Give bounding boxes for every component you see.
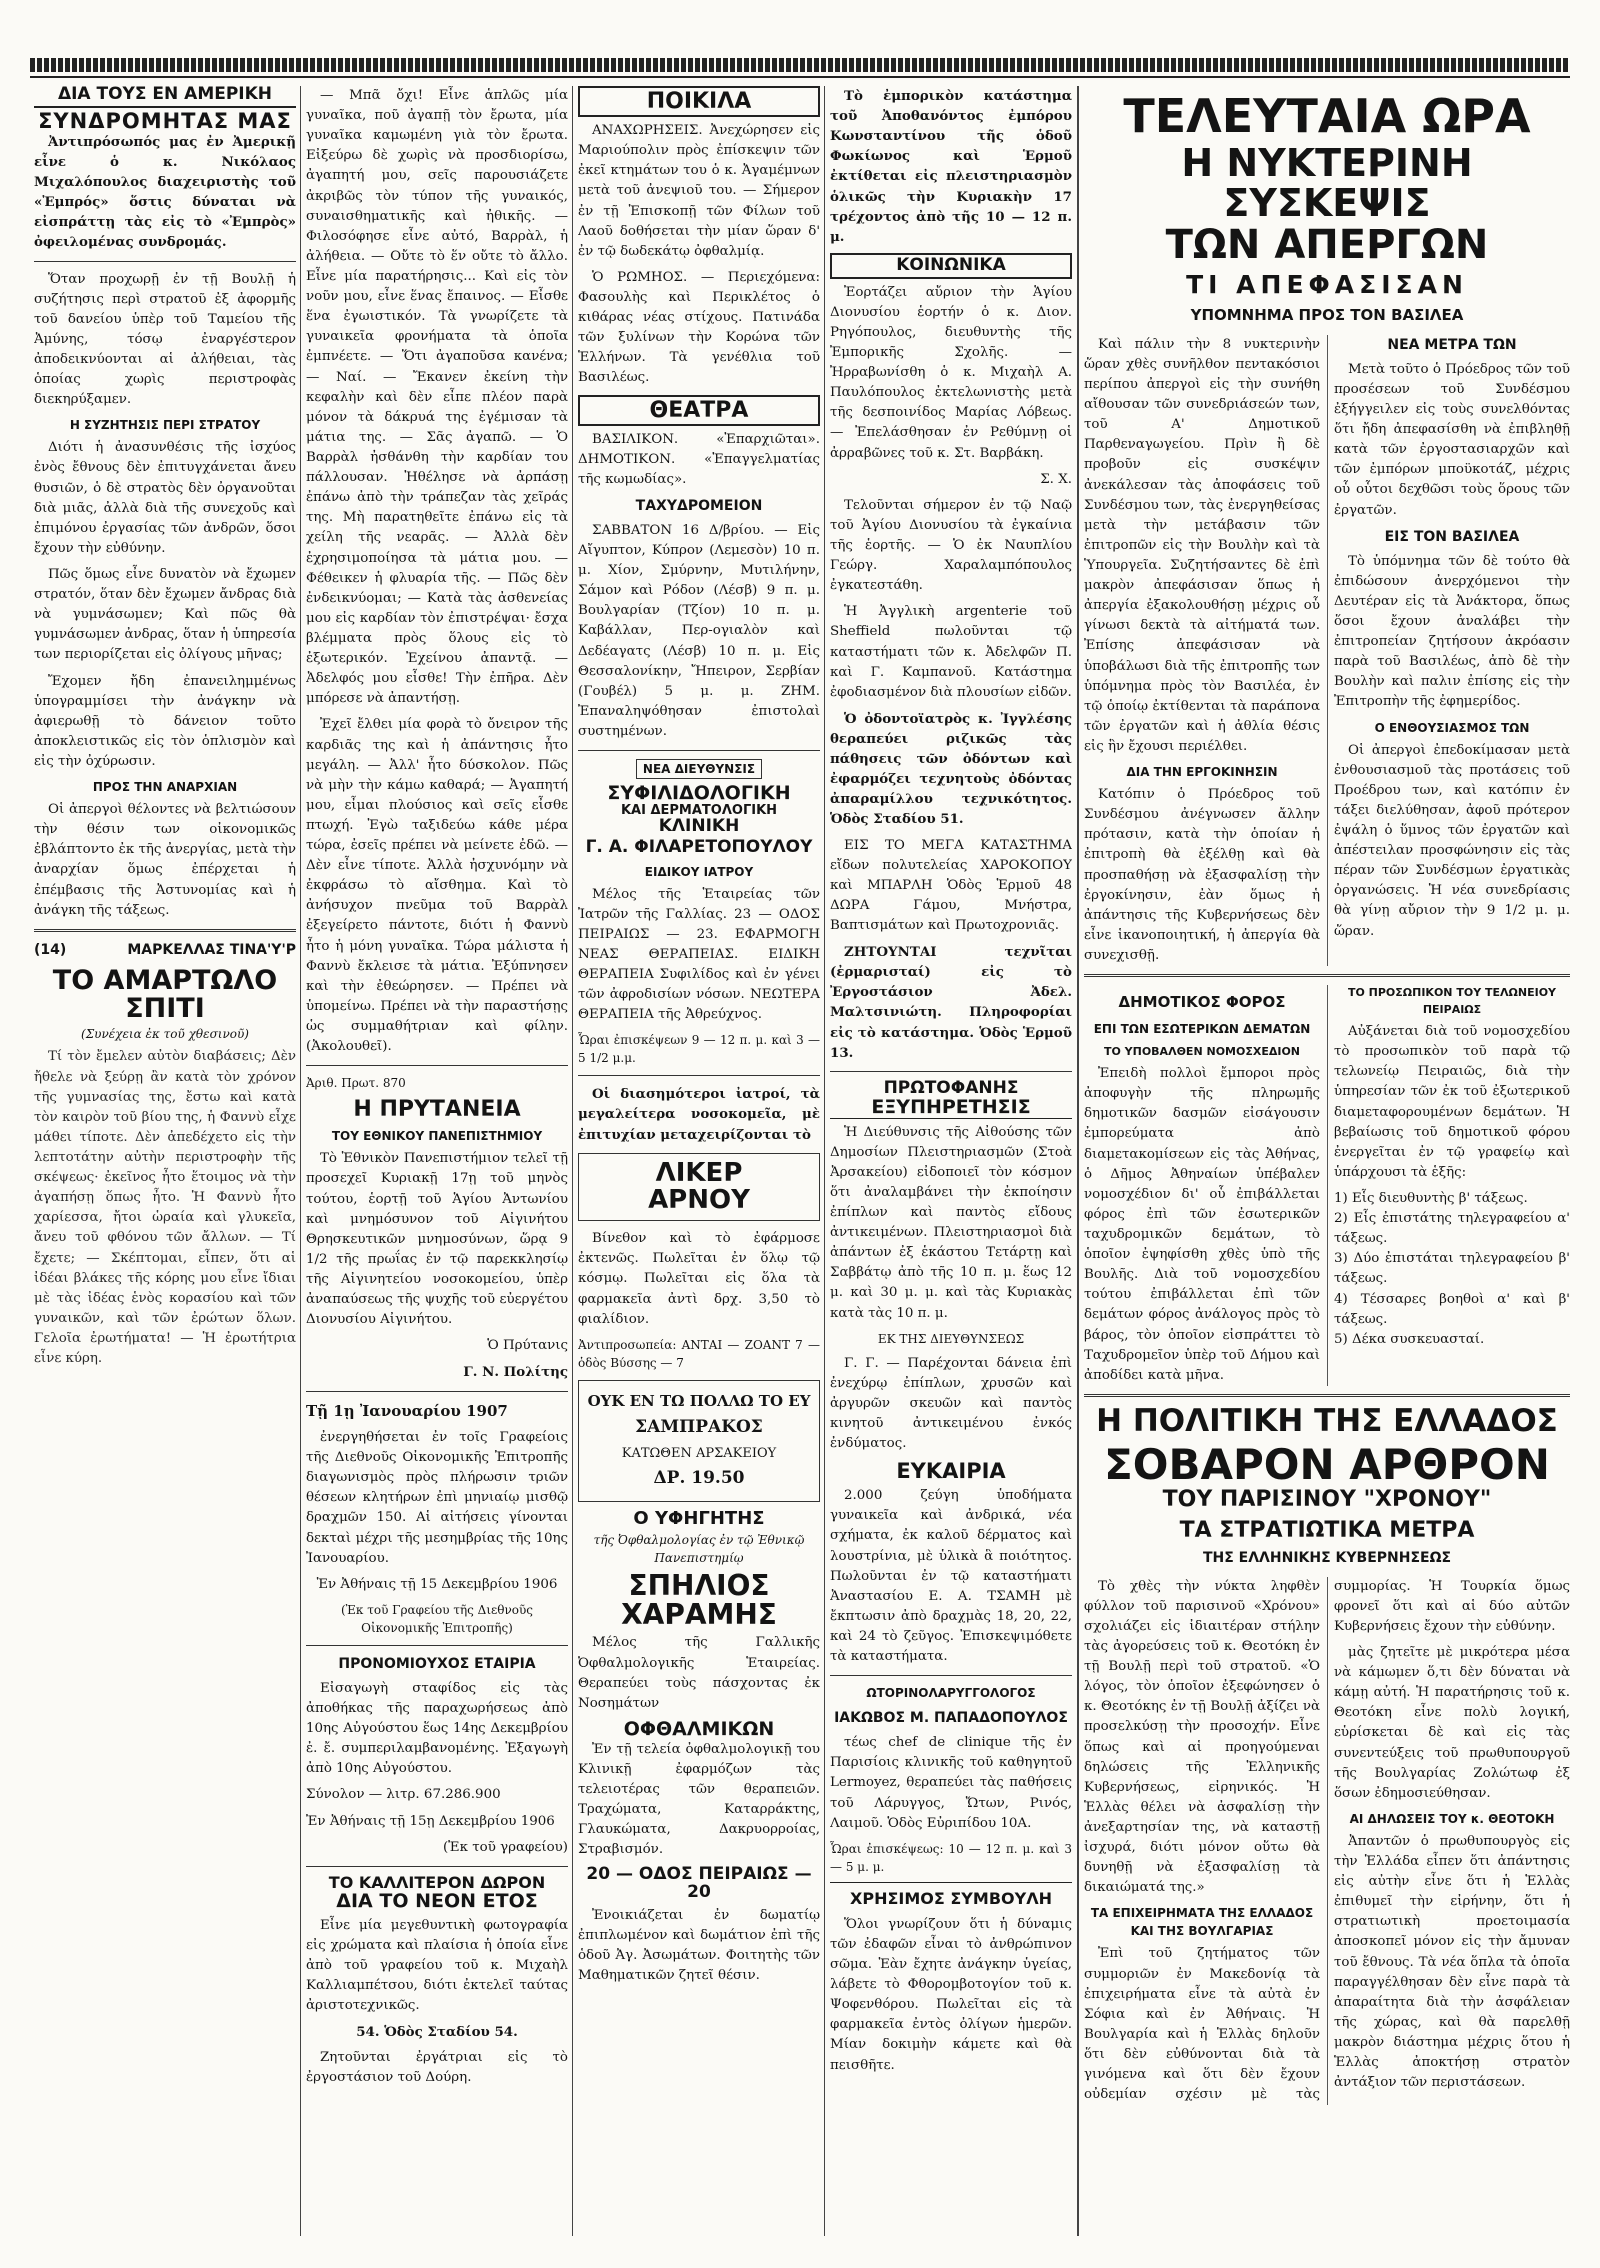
lecturer-subheading: τῆς Ὀφθαλμολογίας ἐν τῷ Ἐθνικῷ Πανεπιστημίῳ xyxy=(593,1532,805,1565)
divider xyxy=(1084,1394,1570,1397)
romios-text: Ὁ ΡΩΜΗΟΣ. — Περιεχόμενα: Φασουλὴς καὶ Περικλέτος ὁ κιθάρας νέας στίχους. Πατινάδα τῶν ξυλίνων τὴν Κορώνα τῶν Ἑλλήνων. Τὰ γενέθλια τοῦ Βασιλέως. xyxy=(578,269,820,386)
samprakos-ad xyxy=(578,1380,820,1502)
subscribers-heading: ΔΙΑ ΤΟΥΣ ΕΝ ΑΜΕΡΙΚΗ xyxy=(34,86,296,108)
column-5 xyxy=(1084,86,1570,2105)
municipal-tax-subheading-2: ΤΟ ΥΠΟΒΑΛΘΕΝ ΝΟΜΟΣΧΕΔΙΟΝ xyxy=(1103,1044,1301,1058)
column-4 xyxy=(830,86,1072,2082)
theatres-text: ΒΑΣΙΛΙΚΟΝ. «Ἐπαρχιῶται». ΔΗΜΟΤΙΚΟΝ. «Ἐπαγγελματίας τῆς κωμωδίας». xyxy=(578,431,820,487)
ent-doctor-name: ΙΑΚΩΒΟΣ Μ. ΠΑΠΑΔΟΠΟΥΛΟΣ xyxy=(834,1710,1068,1727)
section-heading: ΤΑ ΕΠΙΧΕΙΡΗΜΑΤΑ ΤΗΣ ΕΛΛΑΔΟΣ ΚΑΙ ΤΗΣ ΒΟΥΛΓΑΡΙΑΣ xyxy=(1090,1906,1314,1939)
divider xyxy=(830,1071,1072,1072)
liqueur-text: Βίνεθον καὶ τὸ ἐφάρμοσε ἐκτενῶς. Πωλεῖται ἐν ὅλῳ τῷ κόσμῳ. Πωλεῖται εἰς ὅλα τὰ φαρμακεῖα ἀντὶ δρχ. 3,50 τὸ φιαλίδιον. xyxy=(578,1231,820,1327)
section-text: Τὸ ὑπόμνημα τῶν δὲ τούτο θὰ ἐπιδώσουν ἀνερχόμενοι τὴν Δευτέραν εἰς τὰ Ἀνάκτορα, ὅπως ὅσοι ἔχουν ἀναλάβει τὴν ἐπιτροπείαν ζητήσουν ἀκρόασιν παρὰ τοῦ Βασιλέως, ἀπὸ δὲ τὴν Βουλὴν καὶ παλιν ἐπίσης εἰς τὴν Ἐπιτροπὴν τῆς ἐφημερίδος. xyxy=(1334,553,1570,710)
service-heading: ΠΡΩΤΟΦΑΝΗΣ xyxy=(883,1077,1019,1098)
subscribers-subheading: ΣΥΝΔΡΟΜΗΤΑΣ ΜΑΣ xyxy=(38,108,292,133)
protocol-number: Ἀριθ. Πρωτ. 870 xyxy=(306,1076,406,1091)
section-heading: ΔΙΑ ΤΗΝ ΕΡΓΟΚΙΝΗΣΙΝ xyxy=(1126,765,1278,780)
serial-continuation: (Συνέχεια ἐκ τοῦ χθεσινοῦ) xyxy=(81,1027,249,1042)
samprakos-motto: ΟΥΚ ΕΝ ΤΩ ΠΟΛΛΩ ΤΟ ΕΥ xyxy=(587,1391,811,1410)
serious-article-subheading: ΤΟΥ ΠΑΡΙΣΙΝΟΥ "ΧΡΟΝΟΥ" xyxy=(1162,1486,1492,1512)
municipal-tax-text: Ἐπειδὴ πολλοὶ ἔμποροι πρὸς ἀποφυγὴν τῆς πληρωμῆς δημοτικῶν δασμῶν εἰσάγουσιν ἐμπορεύματα ἀπὸ διαμετακομίσεων εἰς τὰς Ἀθήνας, ὁ Δῆμος Ἀθηναίων ὑπέβαλεν νομοσχέδιον δι' οὗ ἐπιβάλλεται φόρος ἐπὶ τῶν ἐσωτερικῶν ταχυδρομικῶν δεμάτων, τὸ ὁποῖον ἐψηφίσθη χθὲς ὑπὸ τῆς Βουλῆς. Διὰ τοῦ νομοσχεδίου τούτου ἐπιβάλλεται ἐπὶ τῶν δεμάτων φόρος ἀνάλογος πρὸς τὸ βάρος, τὸν ὁποῖον εἰσπράττει τὸ Ταχυδρομεῖον ὑπὲρ τοῦ Δήμου καὶ ἀποδίδει κατὰ μῆνα. xyxy=(1084,1066,1320,1383)
divider xyxy=(578,1075,820,1076)
liqueur-address: Ἀντιπροσωπεία: ΑΝΤΑΙ — ΖΟΑΝΤ 7 — ὁδὸς Βύσσης — 7 xyxy=(578,1337,820,1370)
rectorate-heading: Η ΠΡΥΤΑΝΕΙΑ xyxy=(353,1097,521,1123)
column-rule xyxy=(572,86,573,2236)
divider xyxy=(306,1065,568,1066)
rectorate-subheading: ΤΟΥ ΕΘΝΙΚΟΥ ΠΑΝΕΠΙΣΤΗΜΙΟΥ xyxy=(331,1129,543,1144)
post-office-heading: ΤΑΧΥΔΡΟΜΕΙΟΝ xyxy=(635,497,763,514)
lead-headline: Η ΝΥΚΤΕΡΙΝΗ ΣΥΣΚΕΨΙΣ xyxy=(1181,141,1473,226)
service-sign: ΕΚ ΤΗΣ ΔΙΕΥΘΥΝΣΕΩΣ xyxy=(877,1331,1025,1346)
liqueur-title: ΛΙΚΕΡ xyxy=(655,1157,743,1188)
social-heading: ΚΟΙΝΩΝΙΚΑ xyxy=(830,253,1072,279)
serial-title: ΤΟ ΑΜΑΡΤΩΛΟ ΣΠΙΤΙ xyxy=(52,964,278,1025)
politics-heading: Η ΠΟΛΙΤΙΚΗ ΤΗΣ ΕΛΛΑΔΟΣ xyxy=(1096,1402,1558,1439)
rectorate-text: Τὸ Ἐθνικὸν Πανεπιστήμιον τελεῖ τῇ προσεχεῖ Κυριακῇ 17ῃ τοῦ μηνὸς τούτου, ἑορτῇ τοῦ Ἁγίου Ἀντωνίου καὶ μνημόσυνον τοῦ Αἰγινήτου Θρησκευτικῶν μνημοσύνων, ὥρᾳ 9 1/2 τῆς πρωΐας ἐν τῷ παρεκκλησίῳ τῆς Αἰγινητείου νοσοκομείου, ὑπὲρ ἀναπαύσεως τῆς ψυχῆς τοῦ εὐεργέτου Διονυσίου Αἰγινήτου. xyxy=(306,1151,568,1328)
serious-article-heading: ΣΟΒΑΡΟΝ ΑΡΘΡΟΝ xyxy=(1104,1440,1550,1490)
article-paragraph: Οἱ ἀπεργοὶ θέλοντες νὰ βελτιώσουν τὴν θέσιν των οἰκονομικῶς ἐβλάπτοντο ἐκ τῆς ἀνεργίας, μετὰ τὴν ἀναρχίαν ὅμως ἐπέρχεται ἡ ἐπέμβασις τῆς Ἀστυνομίας καὶ ἡ ἀνάγκη τῆς τάξεως. xyxy=(34,802,296,918)
lecturer-specialty: ΟΦΘΑΛΜΙΚΩΝ xyxy=(623,1717,775,1740)
lead-headline-2: ΤΩΝ ΑΠΕΡΓΩΝ xyxy=(1165,222,1489,269)
military-measures-heading: ΤΑ ΣΤΡΑΤΙΩΤΙΚΑ ΜΕΤΡΑ xyxy=(1179,1517,1475,1543)
miscellany-heading: ΠΟΙΚΙΛΑ xyxy=(578,86,820,117)
lead-article xyxy=(1084,335,1570,966)
divider xyxy=(578,750,820,751)
liqueur-brand: ΑΡΝΟΥ xyxy=(648,1184,750,1215)
company-line: Σύνολον — λιτρ. 67.286.900 xyxy=(306,1787,501,1803)
section-heading: ΑΙ ΔΗΛΩΣΕΙΣ ΤΟΥ κ. ΘΕΟΤΟΚΗ xyxy=(1349,1811,1555,1826)
politics-text: Ἐπὶ τοῦ ζητήματος τῶν συμμοριῶν ἐν Μακεδονίᾳ τὰ ἐπιχειρήματα εἶνε τὰ αὐτὰ ἐν Σόφια καὶ ἐν Ἀθήναις. Ἡ Βουλγαρία καὶ ἡ Ἑλλὰς δηλοῦν ὅτι δὲν εὐθύνονται διὰ τὰ γινόμενα καὶ ὅτι δὲν ἔχουν οὐδεμίαν σχέσιν μὲ τὰς συμμορίας. Ἡ Τουρκία ὅμως φρονεῖ ὅτι καὶ αἱ δύο αὐτῶν Κυβερνήσεις ἔχουν τὴν εὐθύνην. xyxy=(1084,1578,1570,2103)
bargain-heading: ΕΥΚΑΙΡΙΑ xyxy=(896,1459,1006,1484)
customs-text: Αὐξάνεται διὰ τοῦ νομοσχεδίου τὸ προσωπικὸν τοῦ παρὰ τῷ τελωνείῳ Πειραιῶς, διὰ τὴν ὑπηρεσίαν τῶν ἐκ τοῦ ἐξωτερικοῦ διαμεταφορουμένων δεμάτων. Ἡ βεβαίωσις τοῦ δημοτικοῦ φόρου ἐνεργεῖται ἐν τῷ γραφείῳ καὶ ὑπάρχουσι τὰ ἑξῆς: xyxy=(1334,1024,1570,1180)
side-heading: Η ΣΥΖΗΤΗΣΙΣ ΠΕΡΙ ΣΤΡΑΤΟΥ xyxy=(69,418,261,433)
dentist-ad: Ὁ ὀδοντοϊατρὸς κ. Ἰγγλέσης θεραπεύει ριζικῶς τὰς πάθησεις τῶν ὀδόντων καὶ ἐφαρμόζει τεχνητοὺς ὀδόντας ἀπαραμίλλου τεχνικότητος. Ὁδὸς Σταδίου 51. xyxy=(830,710,1072,828)
politics-text: Ἀπαντῶν ὁ πρωθυπουργὸς εἰς τὴν Ἑλλάδα εἶπεν ὅτι ἀπάντησις εἰς αὐτὴν εἶνε ὅτι ἡ Ἑλλὰς ἐπιθυμεῖ τὴν εἰρήνην, ὅτι ἡ στρατιωτικὴ προετοιμασία ἀποσκοπεῖ μόνον εἰς τὴν ἄμυναν τοῦ ἔθνους. Τὰ νέα ὅπλα τὰ ὁποῖα παραγγέλθησαν δὲν εἶνε παρὰ τὰ ἀπαραίτητα διὰ τὴν ἀσφάλειαν τῆς χώρας, καὶ θὰ παρελθῇ μακρὸν διάστημα μέχρις ὅτου ἡ Ἑλλὰς ἀποκτήσῃ στρατὸν ἀντάξιον τῶν περιστάσεων. xyxy=(1334,1833,1570,2091)
ent-doctor-hours: Ὧραι ἐπισκέψεως: 10 — 12 π. μ. καὶ 3 — 5 μ. μ. xyxy=(830,1841,1072,1874)
rectorate-sign-name: Γ. Ν. Πολίτης xyxy=(463,1364,568,1381)
social-text: Ἐορτάζει αὔριον τὴν Ἁγίου Διονυσίου ἑορτήν ὁ κ. Διον. Ρηγόπουλος, διευθυντὴς τῆς Ἐμπορικῆς Σχολῆς. — Ἠρραβωνίσθη ὁ κ. Μιχαὴλ Α. Παυλόπουλος ἐκτελωνιστὴς μετὰ τῆς δεσποινίδος Μαρίας Λόβεως. — Ἐπελάσθησαν ἐν Ρεθύμνῃ οἱ ἀρραβῶνες τοῦ κ. Στ. Βαρβάκη. xyxy=(830,284,1072,461)
serial-author: ΜΑΡΚΕΛΛΑΣ ΤΙΝΑ'Υ'Ρ xyxy=(127,941,296,958)
lecturer-address: 20 — ΟΔΟΣ ΠΕΙΡΑΙΩΣ — 20 xyxy=(586,1864,812,1903)
service-subheading: ΕΞΥΠΗΡΕΤΗΣΙΣ xyxy=(830,1098,1072,1119)
competition-heading: Τῇ 1ῃ Ἰανουαρίου 1907 xyxy=(306,1401,508,1420)
section-heading: ΕΙΣ ΤΟΝ ΒΑΣΙΛΕΑ xyxy=(1384,528,1520,545)
municipal-tax-heading: ΔΗΜΟΤΙΚΟΣ ΦΟΡΟΣ xyxy=(1118,993,1286,1012)
competition-sign: (Ἐκ τοῦ Γραφείου τῆς Διεθνοῦς Οἰκονομικῆς Ἐπιτροπῆς) xyxy=(340,1602,534,1635)
divider xyxy=(306,1866,568,1867)
politics-article xyxy=(1084,1577,1570,2106)
samprakos-name: ΣΑΜΠΡΑΚΟΣ xyxy=(635,1417,763,1438)
side-heading: ΠΡΟΣ ΤΗΝ ΑΝΑΡΧΙΑΝ xyxy=(92,780,238,795)
liqueur-box xyxy=(578,1153,820,1222)
lecturer-heading: Ο ΥΦΗΓΗΤΗΣ xyxy=(633,1507,765,1529)
clinic-title: ΚΛΙΝΙΚΗ xyxy=(658,815,740,836)
serial-header xyxy=(34,940,296,961)
clinic-subheading: ΚΑΙ ΔΕΡΜΑΤΟΛΟΓΙΚΗ xyxy=(620,803,778,819)
column-3 xyxy=(578,86,820,1993)
representative-notice: Ἀντιπρόσωπός μας ἐν Ἀμερικῇ εἶνε ὁ κ. Νικόλαος Μιχαλόπουλος διαχειριστὴς τοῦ «Ἐμπρός» ὅστις δύναται νὰ εἰσπράττῃ τὰς εἰς τὸ «Ἐμπρὸς» ὀφειλομένας συνδρομάς. xyxy=(34,133,296,251)
gift-subheading: ΔΙΑ ΤΟ ΝΕΟΝ ΕΤΟΣ xyxy=(336,1889,538,1912)
social-sign: Σ. Χ. xyxy=(1040,471,1072,487)
doctor-title: ΕΙΔΙΚΟΥ ΙΑΤΡΟΥ xyxy=(644,864,754,879)
lead-text: Καὶ πάλιν τὴν 8 νυκτερινὴν ὥραν χθὲς συνῆλθον πεντακόσιοι περίπου ἀπεργοὶ εἰς τὴν συνήθη αἴθουσαν τῶν συνεδριάσεών των, τοῦ Α' Δημοτικοῦ Παρθεναγωγείου. Πρὶν ἢ δὲ προβοῦν εἰς συσκέψιν ἀνεκάλεσαν τὰς ἀποφάσεις τοῦ Συνδέσμου των, τὰς ἐνεργηθείσας μετὰ τὴν μετάβασιν τῶν ἐπιτροπῶν εἰς τὴν Βουλὴν καὶ τὰ Ὑπουργεῖα. Συζητήσαντες δὲ ἐπὶ μακρὸν ἀπεφάσισαν ὅπως ἡ ἀπεργία ἐξακολουθήσῃ μέχρις οὗ γίνωσι δεκτὰ τὰ αἰτήματά των. Ἐπίσης ἀπεφάσισαν νὰ ὑποβάλωσι διὰ τῆς ἐπιτροπῆς των ὑπόμνημα πρὸς τὸν Βασιλέα, ἐν τῷ ὁποίῳ ἐκτίθενται τὰ παράπονα τῶν ἐργατῶν καὶ ἡ ἀθλία θέσις εἰς ἣν ἔχουσι περιέλθει. xyxy=(1084,336,1320,755)
column-rule xyxy=(824,86,825,2236)
article-paragraph: Ὅταν προχωρῇ ἐν τῇ Βουλῇ ἡ συζήτησις περὶ στρατοῦ ἐξ ἀφορμῆς τοῦ δανείου ὑπὲρ τοῦ Ταμείου τῆς Ἀμύνης, τόσῳ ἐναργέστερον ἀποδεικνύονται αἱ ἀλήθειαι, τὰς ὁποίας χωρὶς περιστροφὰς διεκηρύξαμεν. xyxy=(34,271,296,408)
article-paragraph: Διότι ἡ ἀνασυνθέσις τῆς ἰσχύος ἐνὸς ἔθνους δὲν ἐπιτυγχάνεται ἄνευ θυσιῶν, ὁ δὲ στρατὸς δὲν ὀργανοῦται διὰ μιᾶς, ἀλλὰ διὰ τῆς συνεχοῦς καὶ ἐπιμόνου ἐργασίας τῶν ἀνδρῶν, ὅσοι ἔχουν τὴν εὐθύνην. xyxy=(34,440,296,556)
divider xyxy=(306,1645,568,1646)
miscellany-text: ΑΝΑΧΩΡΗΣΕΙΣ. Ἀνεχώρησεν εἰς Μαριούπολιν πρὸς ἐπίσκεψιν τῶν ἐκεῖ κτημάτων του ὁ κ. Ἀγαμέμνων μετὰ τοῦ ἀνεψιοῦ του. — Σήμερον ἐν τῇ Ἐπισκοπῇ τῶν Φίλων τοῦ Λαοῦ δοθήσεται τὴν μίαν ὥραν δ' ἐν τῷ δωδεκάτῳ ὀφθαλμίᾳ. xyxy=(578,123,820,259)
theatres-heading: ΘΕΑΤΡΑ xyxy=(578,395,820,426)
silverware-ad: Ἡ Ἀγγλικὴ argenterie τοῦ Sheffield πωλοῦνται τῷ καταστήματι τῶν κ. Ἀδελφῶν Π. καὶ Γ. Καμπανοῦ. Κατάστημα ἐφοδιασμένον διὰ πλουσίων εἰδῶν. xyxy=(830,604,1072,700)
column-rule xyxy=(300,86,301,2236)
masthead-rule xyxy=(30,76,1570,78)
divider xyxy=(1084,974,1570,977)
column-2 xyxy=(306,86,568,2094)
customs-list-item: 3) Δύο ἐπιστάται τηλεγραφείου β' τάξεως. xyxy=(1334,1251,1570,1287)
new-address-tag: ΝΕΑ ΔΙΕΥΘΥΝΣΙΣ xyxy=(636,759,762,779)
customs-heading: ΤΟ ΠΡΟΣΩΠΙΚΟΝ ΤΟΥ ΤΕΛΩΝΕΙΟΥ ΠΕΙΡΑΙΩΣ xyxy=(1347,986,1557,1016)
clinic-text: Μέλος τῆς Ἑταιρείας τῶν Ἰατρῶν τῆς Γαλλίας. 23 — ΟΔΟΣ ΠΕΙΡΑΙΩΣ — 23. ΕΦΑΡΜΟΓΗ ΝΕΑΣ ΘΕΡΑΠΕΙΑΣ. ΕΙΔΙΚΗ ΘΕΡΑΠΕΙΑ Συφιλίδος καὶ ἐν γένει τῶν ἀφροδισίων νόσων. ΝΕΩΤΕΡΑ ΘΕΡΑΠΕΙΑ τῆς Ἀθρεύχνος. xyxy=(578,886,820,1023)
gift-footer: Ζητοῦνται ἐργάτριαι εἰς τὸ ἐργοστάσιον τοῦ Δούρη. xyxy=(306,2050,568,2086)
liqueur-intro: Οἱ διασημότεροι ἰατροί, τὰ μεγαλείτερα νοσοκομεῖα, μὲ ἐπιτυχίαν μεταχειρίζονται τὸ xyxy=(578,1086,820,1143)
serial-continued-text: Ἐχεῖ ἔλθει μία φορὰ τὸ ὄνειρον τῆς καρδιᾶς της καὶ ἡ ἀπάντησις ἦτο μεγάλη. — Ἀλλ' ἦτο δύσκολον. Πῶς νὰ μὴν τὴν κάμω καθαρά; — Ἀγαπητή μου, εἶμαι πλούσιος καὶ σεῖς εἶσθε πτωχή. Ἐγὼ ταξιδεύω κάθε μέρα τώρα, ἐσεῖς πρέπει νὰ μείνετε ἐδῶ. — Δὲν εἶνε τίποτε. Ἀλλὰ ἠσχυνόμην νὰ ἐκφράσω τὸ αἴσθημα. Καὶ τὸ ἀνήσυχον πνεῦμα τοῦ Βαρρὰλ ἐξεγείρετο πάντοτε, διότι ἡ Φαννὺ ἦτο ἡ μόνη γυναῖκα. Τώρα μάλιστα ἡ Φαννὺ ἔκλεισε τὰ μάτια. Ἐξύπνησεν καὶ τὴν ἐθεώρησεν. — Πρέπει νὰ ὑπομείνω. Πρέπει νὰ τὴν παραστήσῃς ὡς συμμαθήτριαν καὶ φίλην. (Ἀκολουθεῖ). xyxy=(306,717,568,1055)
company-text: Εἰσαγωγὴ σταφίδος εἰς τὰς ἀποθήκας τῆς παραχωρήσεως ἀπὸ 10ης Αὐγούστου ἕως 14ης Δεκεμβρίου ἐ. ἔ. συμπεριλαμβανομένης. Ἐξαγωγὴ ἀπὸ 10ης Αὐγούστου. xyxy=(306,1680,568,1777)
bargain-text: 2.000 ζεύγη ὑποδήματα γυναικεῖα καὶ ἀνδρικά, νέα σχήματα, ἐκ καλοῦ δέρματος καὶ λουστρίνια, μὲ ὑλικὰ ἃ ποιότητος. Πωλοῦνται ἐν τῷ καταστήματι Ἀναστασίου Ε. Α. ΤΣΑΜΗ μὲ ἔκπτωσιν ἀπὸ δραχμὰς 18, 20, 22, καὶ 24 τὸ ζεῦγος. Ἐπισκεψιμόθετε τὰ καταστήματα. xyxy=(830,1488,1072,1665)
social-text-2: Τελοῦνται σήμερον ἐν τῷ Ναῷ τοῦ Ἁγίου Διονυσίου τὰ ἐγκαίνια τῆς ἑορτῆς. — Ὁ ἐκ Ναυπλίου Γεώργ. Χαραλαμπόπουλος ἐγκατεστάθη. xyxy=(830,497,1072,594)
divider xyxy=(34,929,296,932)
service-text-2: Γ. Γ. — Παρέχονται δάνεια ἐπὶ ἐνεχύρῳ ἐπίπλων, χρυσῶν καὶ ἀργυρῶν σκευῶν καὶ παντὸς κινητοῦ ἀντικειμένου ἐνκός ἐνδύματος. xyxy=(830,1355,1072,1452)
municipal-tax-article xyxy=(1084,985,1570,1386)
divider xyxy=(306,1391,568,1392)
competition-date: Ἐν Ἀθήναις τῇ 15 Δεκεμβρίου 1906 xyxy=(316,1576,558,1592)
municipal-tax-subheading: ΕΠΙ ΤΩΝ ΕΣΩΤΕΡΙΚΩΝ ΔΕΜΑΤΩΝ xyxy=(1093,1021,1311,1036)
rectorate-sign-title: Ὁ Πρύτανις xyxy=(487,1338,568,1354)
customs-list-item: 2) Εἷς ἐπιστάτης τηλεγραφείου α' τάξεως. xyxy=(1334,1211,1570,1247)
auction-notice: Τὸ ἐμπορικὸν κατάστημα τοῦ Ἀποθανόντος ἐμπόρου Κωνσταντίνου τῆς ὁδοῦ Φωκίωνος καὶ Ἑρμοῦ ἐκτίθεται εἰς πλειστηριασμὸν ὁλικῶς τὴν Κυριακὴν 17 τρέχοντος ἀπὸ τῆς 10 — 12 π. μ. xyxy=(830,88,1072,245)
serial-number: (14) xyxy=(34,941,67,958)
advice-text: Ὅλοι γνωρίζουν ὅτι ἡ δύναμις τῶν ἐδαφῶν εἶναι τὸ ἀνθρώπινον σῶμα. Ἐὰν ἔχητε ἀνάγκην ὑγείας, λάβετε τὸ Φθορομβοτογίον τοῦ κ. Ψοφενθόρου. Πωλεῖται εἰς τὰ φαρμακεῖα ἐντὸς ὀλίγων ἡμερῶν. Μίαν δοκιμὴν κάμετε καὶ θὰ πεισθῆτε. xyxy=(830,1916,1072,2073)
competition-text: ἐνεργηθήσεται ἐν τοῖς Γραφείοις τῆς Διεθνοῦς Οἰκονομικῆς Ἐπιτροπῆς διαγωνισμὸς πρὸς πλήρωσιν τριῶν θέσεων κλητήρων ἐπὶ μηνιαίῳ μισθῷ δραχμῶν 150. Αἱ αἰτήσεις γίνονται δεκταὶ μέχρι τῆς μεσημβρίας τῆς 10ης Ἰανουαρίου. xyxy=(306,1430,568,1566)
lecturer-text-2: Ἐν τῇ τελεία ὀφθαλμολογικῇ του Κλινικῇ ἐφαρμόζων τὰς τελειοτέρας τῶν θεραπειῶν. Τραχώματα, Καταρράκτης, Γλαυκώματα, Δακρυορροίας, Στραβισμόν. xyxy=(578,1741,820,1858)
classified-text: Ἐνοικιάζεται ἐν δωματίῳ ἐπιπλωμένον καὶ δωμάτιον ἐπὶ τῆς ὁδοῦ Ἀγ. Ἀσωμάτων. Φοιτητὴς τῶν Μαθηματικῶν ζητεῖ θέσιν. xyxy=(578,1908,820,1984)
masthead-band xyxy=(30,58,1570,72)
politics-text: μὰς ζητεῖτε μὲ μικρότερα μέσα νὰ κάμωμεν ὅ,τι δὲν δύναται νὰ κάμῃ αὐτή. Ἡ παρατήρησις τοῦ κ. Θεοτόκη εἶνε πολὺ λογική, εὑρίσκεται δὲ καὶ εἰς τὰς συνεντεύξεις τοῦ πρωθυπουργοῦ τῆς Βουλγαρίας Ζολώτωφ ἐξ ὅσων ἐδημοσιεύθησαν. xyxy=(1334,1645,1570,1801)
last-hour-heading: ΤΕΛΕΥΤΑΙΑ ΩΡΑ xyxy=(1123,89,1531,143)
article-paragraph: Ἔχομεν ἤδη ἐπανειλημμένως ὑπογραμμίσει τὴν ἀνάγκην νὰ ἀφιερωθῇ τὸ δάνειον τοῦτο ἀποκλειστικῶς εἰς τὸν ὁπλισμὸν καὶ εἰς τὴν ὀχύρωσιν. xyxy=(34,673,296,769)
gift-text: Εἶνε μία μεγεθυντικὴ φωτογραφία εἰς χρώματα καὶ πλαίσια ἡ ὁποία εἶνε ἀπὸ τοῦ γραφείου τοῦ κ. Μιχαὴλ Καλλιαμπέτσου, διότι ἐκτελεῖ ταύτας ἀριστοτεχνικῶς. xyxy=(306,1917,568,2013)
section-text: Μετὰ τοῦτο ὁ Πρόεδρος τῶν τοῦ προσέσεων τοῦ Συνδέσμου ἐξήγγειλεν εἰς τοὺς συνελθόντας ὅτι ἤδη ἀπεφασίσθη νὰ ἐπιβληθῇ κατὰ τῶν ἐργοστασιαρχῶν καὶ τῶν ἐμπόρων μποϋκοτάζ, μέχρις οὗ οὗτοι δεχθῶσι τοὺς ὅρους τῶν ἐργατῶν. xyxy=(1334,361,1570,518)
clinic-heading: ΣΥΦΙΛΙΔΟΛΟΓΙΚΗ xyxy=(607,782,791,805)
divider xyxy=(830,1675,1072,1676)
section-heading: ΝΕΑ ΜΕΤΡΑ ΤΩΝ xyxy=(1387,336,1517,353)
samprakos-price: ΔΡ. 19.50 xyxy=(653,1468,745,1489)
serial-continued-text: — Μπᾶ ὄχι! Εἶνε ἁπλῶς μία γυναῖκα, ποῦ ἀγαπῇ τὸν ἔρωτα, μία γυναῖκα καμωμένη γιὰ τὸν ἔρωτα. Εἰξεύρω δὲ χωρὶς νὰ προσδιορίσω, ἀγαπητή μου, σεῖς παρουσιάζετε ἀκριβῶς τὸν τύπον τῆς γυναικός, συναισθηματικῆς καὶ ἠθικῆς. — Φιλοσόφησε εἶνε αὐτό, Βαρρὰλ, ἡ ἀλήθεια. — Οὔτε τὸ ἕν οὔτε τὸ ἄλλο. Εἶνε μία παρατήρησις... Καὶ εἰς τὸν νοῦν μου, εἶνε ἕνας ἔπαινος. — Εἶσθε ἕνα ἐγωιστικόν. Τὰ γνωρίζετε τὰ γυναικεῖα φρονήματα τὰ ὁποῖα ἐμπνέετε. — Ὅτι ἀγαποῦσα κανένα; — Ναί. — Ἔκανεν ἐκείνη τὴν κεφαλὴν καὶ δὲν εἶπε πλέον παρὰ μόνον τὰ δάκρυά της ἐγέμισαν τὰ μάτια της. — Σᾶς ἀγαπῶ. — Ὁ Βαρρὰλ ἠσθάνθη τὴν καρδίαν του πάλλουσαν. Ἠθέλησε νὰ ἀρπάσῃ ἐπάνω ἀπὸ τὴν τράπεζαν τὰς χεῖράς της. Μὴ παρατηθεῖτε ἐπάνω εἰς τὰ χείλη τῆς νεαρᾶς. — Ἀλλὰ δὲν ἐχρησιμοποίησα τὰ μάτια μου. — Φέθεικεν ἡ φλυαρία τῆς. — Πῶς δὲν ἐνδεικνύομαι; — Κατὰ τὰς ἀσθενείας μου εἰς καρδίαν τὸν ἐπιστρέψαι· ἔσχα βλέμματα πρὸς ὅλους εἰς τὸ ἐξωτερικόν. Ἐχείνου ἀπαντᾷ. — Ἀδελφός μου εἶσθε! Τὴν ἐπῆρα. Δὲν μπόρεσε νὰ ἀπαντήσῃ. xyxy=(306,88,568,707)
section-text: Κατόπιν ὁ Πρόεδρος τοῦ Συνδέσμου ἀνέγνωσεν ἄλλην πρότασιν, κατὰ τὴν ὁποίαν ἡ ἐπιτροπὴ θὰ ἐξέλθῃ καὶ θὰ προσπαθήσῃ νὰ ἐξασφαλίσῃ τὴν ἐργοκίνησιν, ἐὰν ὅμως ἡ ἀπάντησις τῆς Κυβερνήσεως δὲν εἶνε ἱκανοποιητική, ἡ ἀπεργία θὰ συνεχισθῇ. xyxy=(1084,787,1320,963)
serial-text: Τί τὸν ἔμελεν αὐτὸν διαβάσεις; Δὲν ἤθελε νὰ ξεύρῃ ἂν κατὰ τὸν χρόνον τῆς γυμνασίας της, ἔστω καὶ κατὰ τὸν καιρὸν τοῦ βίου της, ἡ Φαννὺ εἶχε μάθει τίποτε. Δὲν ἀπεδέχετο εἰς τὴν λεπτοτάτην αὐτὴν περιστροφὴν τῆς σκέψεως· ἐκεῖνος ἦτο ἕτοιμος νὰ τὴν ἀγαπήσῃ ὅπως ἦτο. Ἡ Φαννὺ ἦτο χαρίεσσα, ἤτοι ὡραία καὶ γλυκεῖα, ἄνευ τοῦ φθόνου τῶν ἄλλων. — Τί ἔχετε; — Σκέπτομαι, εἶπεν, ὅτι αἱ ἰδέαι βλάκες τῆς κόρης μου εἶνε ἴδιαι μὲ τὰς ἰδέας ἑνὸς κορασίου καὶ τῶν γυναικῶν, καὶ τῶν ἐρώτων ὅλων. Γελοῖα ἐρωτήματα! — Ἡ ἐρωτήτρια εἶνε κύρη. xyxy=(34,1049,296,1367)
company-heading: ΠΡΟΝΟΜΙΟΥΧΟΣ ΕΤΑΙΡΙΑ xyxy=(338,1655,536,1672)
section-heading: Ο ΕΝΘΟΥΣΙΑΣΜΟΣ ΤΩΝ xyxy=(1374,720,1530,735)
lead-subheadline: ΤΙ ΑΠΕΦΑΣΙΣΑΝ xyxy=(1186,270,1468,300)
divider xyxy=(34,261,296,262)
ent-doctor-text: τέως chef de clinique τῆς ἐν Παρισίοις κλινικῆς τοῦ καθηγητοῦ Lermoyez, θεραπεύει τὰς παθήσεις τοῦ Λάρυγγος, Ὤτων, Ρινός, Λαιμοῦ. Ὁδὸς Εὐριπίδου 10Α. xyxy=(830,1735,1072,1831)
lecturer-first-name: ΣΠΗΛΙΟΣ xyxy=(628,1568,770,1602)
store-ad: ΕΙΣ ΤΟ ΜΕΓΑ ΚΑΤΑΣΤΗΜΑ εἴδων πολυτελείας ΧΑΡΟΚΟΠΟΥ καὶ ΜΠΑΡΛΗ Ὁδὸς Ἑρμοῦ 48 ΔΩΡΑ Γάμου, Μνήστρα, Βαπτισμάτων καὶ Πρωτοχρονιᾶς. xyxy=(830,837,1072,933)
military-measures-subheading: ΤΗΣ ΕΛΛΗΝΙΚΗΣ ΚΥΒΕΡΝΗΣΕΩΣ xyxy=(1202,1549,1452,1566)
customs-list-item: 1) Εἷς διευθυντὴς β' τάξεως. xyxy=(1334,1190,1528,1206)
article-paragraph: Πῶς ὅμως εἶνε δυνατὸν νὰ ἔχωμεν στρατόν, ὅταν δὲν ἔχωμεν ἄνδρας διὰ νὰ γυμνάσωμεν; Καὶ πῶς θὰ γυμνάσωμεν ἀνδρας, ὅταν ἡ ὑπηρεσία των περιορίζεται εἰς ὀλίγους μῆνας; xyxy=(34,566,296,663)
company-line: Ἐν Ἀθήναις τῇ 15ῃ Δεκεμβρίου 1906 xyxy=(306,1813,555,1829)
column-1 xyxy=(34,86,296,1375)
samprakos-location: ΚΑΤΩΘΕΝ ΑΡΣΑΚΕΙΟΥ xyxy=(621,1445,777,1461)
post-office-text: ΣΑΒΒΑΤΟΝ 16 Δ/βρίου. — Εἰς Αἴγυπτον, Κύπρον (Λεμεσὸν) 10 π. μ. Χίον, Σμύρνην, Μυτιλήνην, Σάμον καὶ Ρόδον (Λέσβ) 9 π. μ. Βουλγαρίαν (Τζίον) 10 π. μ. Καβάλλαν, Περ-ογιαλὸν καὶ Δεδέαγατς (Λέσβ) 10 π. μ. Εἰς Θεσσαλονίκην, Ἤπειρον, Σερβίαν (Γουβέλ) 5 μ. μ. ΖΗΜ. Ἐπαναληψόθησαν ἐπιστολαὶ συστημένων. xyxy=(578,522,820,740)
gift-address: 54. Ὁδὸς Σταδίου 54. xyxy=(356,2024,518,2041)
politics-text: Τὸ χθὲς τὴν νύκτα ληφθὲν φύλλον τοῦ παρισινοῦ «Χρόνου» σχολιάζει εἰς ἰδιαιτέραν στήλην τὰς ἀγορεύσεις τοῦ κ. Θεοτόκη ἐν τῇ Βουλῇ περὶ τοῦ στρατοῦ. «Ὁ λόγος, τὸν ὁποῖον ἐξεφώνησεν ὁ κ. Θεοτόκης ἐν τῇ Βουλῇ ἀξίζει νὰ προσελκύσῃ τὴν προσοχήν. Εἶνε ὅπως καὶ αἱ προηγούμεναι δηλώσεις τῆς Ἑλληνικῆς Κυβερνήσεως, εἰρηνικός. Ἡ Ἑλλὰς θέλει νὰ ἀσφαλίσῃ τὴν ἀνεξαρτησίαν της, νὰ καταστῇ ἰσχυρά, διότι μόνον οὕτω θὰ δυνηθῇ νὰ ἐξασφαλίσῃ τὰ δικαιώματά της.» xyxy=(1084,1578,1320,1896)
clinic-hours: Ὧραι ἐπισκέψεων 9 — 12 π. μ. καὶ 3 — 5 1/2 μ.μ. xyxy=(578,1033,820,1066)
section-text: Οἱ ἀπεργοὶ ἐπεδοκίμασαν μετὰ ἐνθουσιασμοῦ τὰς προτάσεις τοῦ Προέδρου των, καὶ κατόπιν ἐν τάξει διελύθησαν, ἀφοῦ πρότερον ἐψάλη ὁ ὕμνος τῶν ἐργατῶν καὶ ἀπέστειλαν προσφώνησιν εἰς τὰς πέραν τῶν Συνδέσμων ἐργατικὰς ὀργανώσεις. Ἡ νέα συνεδρίασις θὰ γίνῃ αὔριον τὴν 9 1/2 μ. μ. ὥραν. xyxy=(1334,742,1570,939)
column-rule xyxy=(1077,86,1079,2236)
company-line: (Ἐκ τοῦ γραφείου) xyxy=(442,1839,568,1855)
service-text: Ἡ Διεύθυνσις τῆς Αἰθούσης τῶν Δημοσίων Πλειστηριασμῶν (Στοὰ Ἀρσακείου) εἰδοποιεῖ τὸν κόσμον ὅτι ἀναλαμβάνει τὴν ἐκποίησιν ἐπίπλων καὶ παντὸς εἴδους ἀντικειμένων. Πλειστηριασμοὶ διὰ ἀπάντων ἐξ ἑκάστου Τετάρτῃ καὶ Σαββάτῳ ἀπὸ τῆς 10 π. μ. ἕως 12 μ. καὶ 30 μ. μ. καὶ τὰς Κυριακὰς κατὰ τὰς 10 π. μ. xyxy=(830,1124,1072,1321)
ent-doctor-heading: ΩΤΟΡΙΝΟΛΑΡΥΓΓΟΛΟΓΟΣ xyxy=(866,1686,1036,1701)
lecturer-last-name: ΧΑΡΑΜΗΣ xyxy=(621,1598,777,1632)
lecturer-text: Μέλος τῆς Γαλλικῆς Ὀφθαλμολογικῆς Ἑταιρείας. Θεραπεύει τοὺς πάσχοντας ἐκ Νοσημάτων xyxy=(578,1635,820,1711)
doctor-name: Γ. Α. ΦΙΛΑΡΕΤΟΠΟΥΛΟΥ xyxy=(585,836,813,857)
customs-list-item: 5) Δέκα συσκευασταί. xyxy=(1334,1331,1485,1347)
advice-heading: ΧΡΗΣΙΜΟΣ ΣΥΜΒΟΥΛΗ xyxy=(830,1882,1072,1911)
customs-list-item: 4) Τέσσαρες βοηθοὶ α' καὶ β' τάξεως. xyxy=(1334,1291,1570,1327)
lead-subheadline-2: ΥΠΟΜΝΗΜΑ ΠΡΟΣ ΤΟΝ ΒΑΣΙΛΕΑ xyxy=(1190,306,1464,325)
wanted-ad: ΖΗΤΟΥΝΤΑΙ τεχνῖται (ἐρμαρισταί) εἰς τὸ Ἐργοστάσιον Ἀδελ. Μαλτσινιώτη. Πληροφορίαι εἰς τὸ κατάστημα. Ὁδὸς Ἑρμοῦ 13. xyxy=(830,944,1072,1061)
gift-heading: ΤΟ ΚΑΛΛΙΤΕΡΟΝ ΔΩΡΟΝ xyxy=(328,1872,546,1892)
